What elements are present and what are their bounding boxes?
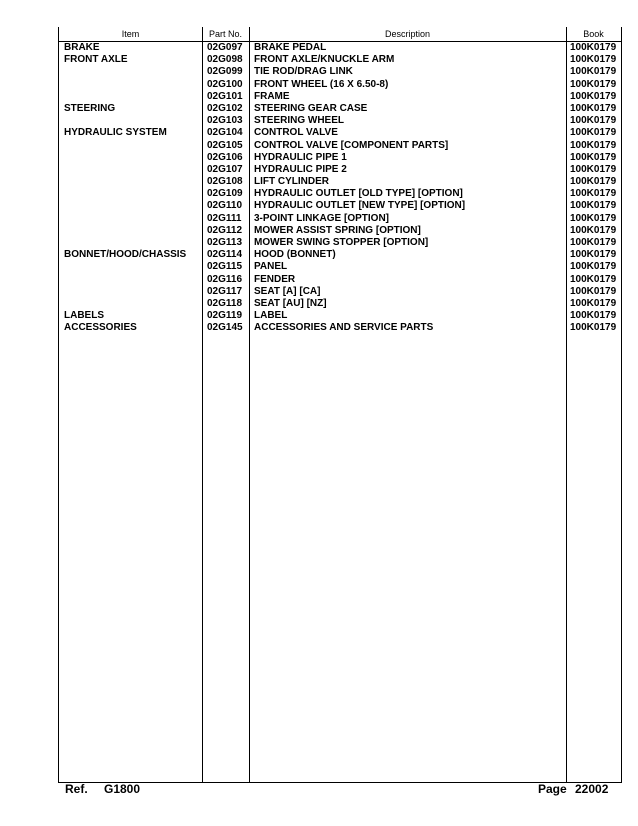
row-book: 100K0179 xyxy=(570,237,617,248)
row-part-no: 02G104 xyxy=(207,127,243,139)
row-book: 100K0179 xyxy=(570,151,617,163)
row-book: 100K0179 xyxy=(570,115,617,127)
row-item: STEERING xyxy=(64,102,116,114)
row-description: MOWER ASSIST SPRING [OPTION] xyxy=(254,224,421,236)
page-number: 22002 xyxy=(575,782,609,796)
table-row xyxy=(59,115,621,127)
row-description: FRAME xyxy=(254,90,290,102)
row-part-no: 02G103 xyxy=(207,115,243,127)
table-row xyxy=(59,79,621,91)
row-part-no: 02G117 xyxy=(207,285,243,297)
row-part-no: 02G110 xyxy=(207,200,243,212)
table-row xyxy=(59,176,621,188)
table-row xyxy=(59,127,621,139)
row-part-no: 02G098 xyxy=(207,54,243,66)
row-description: HOOD (BONNET) xyxy=(254,249,336,261)
row-book: 100K0179 xyxy=(570,102,617,114)
row-part-no: 02G119 xyxy=(207,310,243,322)
row-description: SEAT [A] [CA] xyxy=(254,285,321,297)
table-row xyxy=(59,152,621,164)
row-description: TIE ROD/DRAG LINK xyxy=(254,66,353,78)
table-row xyxy=(59,213,621,225)
row-book: 100K0179 xyxy=(570,127,617,139)
table-row xyxy=(59,237,621,249)
row-description: FRONT AXLE/KNUCKLE ARM xyxy=(254,54,395,66)
row-description: MOWER SWING STOPPER [OPTION] xyxy=(254,237,429,248)
row-description: ACCESSORIES AND SERVICE PARTS xyxy=(254,322,434,334)
row-book: 100K0179 xyxy=(570,188,617,200)
row-book: 100K0179 xyxy=(570,285,617,297)
row-book: 100K0179 xyxy=(570,273,617,285)
row-book: 100K0179 xyxy=(570,90,617,102)
row-book: 100K0179 xyxy=(570,176,617,188)
row-description: LIFT CYLINDER xyxy=(254,176,329,188)
row-book: 100K0179 xyxy=(570,212,617,224)
table-row xyxy=(59,261,621,273)
table-row xyxy=(59,54,621,66)
header-description: Description xyxy=(384,29,431,39)
row-item: LABELS xyxy=(64,310,104,322)
row-part-no: 02G113 xyxy=(207,237,243,248)
table-row xyxy=(59,298,621,310)
row-book: 100K0179 xyxy=(570,78,617,90)
row-part-no: 02G115 xyxy=(207,261,243,273)
row-part-no: 02G102 xyxy=(207,102,243,114)
ref-value: G1800 xyxy=(104,782,141,796)
row-description: CONTROL VALVE xyxy=(254,127,338,139)
row-item: FRONT AXLE xyxy=(64,54,128,66)
row-item: HYDRAULIC SYSTEM xyxy=(64,127,167,139)
row-part-no: 02G107 xyxy=(207,163,243,175)
row-part-no: 02G101 xyxy=(207,90,243,102)
row-description: 3-POINT LINKAGE [OPTION] xyxy=(254,212,389,224)
table-header xyxy=(59,27,621,42)
table-row xyxy=(59,322,621,334)
row-book: 100K0179 xyxy=(570,200,617,212)
row-description: FRONT WHEEL (16 X 6.50-8) xyxy=(254,78,389,90)
header-part-no: Part No. xyxy=(208,29,242,39)
row-description: PANEL xyxy=(254,261,288,273)
row-book: 100K0179 xyxy=(570,322,617,334)
row-description: SEAT [AU] [NZ] xyxy=(254,297,327,309)
table-row xyxy=(59,91,621,103)
table-body xyxy=(59,42,621,335)
header-book: Book xyxy=(583,29,604,39)
row-part-no: 02G111 xyxy=(207,212,242,224)
parts-index-table xyxy=(58,27,622,783)
header-item: Item xyxy=(121,29,140,39)
table-row xyxy=(59,164,621,176)
row-book: 100K0179 xyxy=(570,224,617,236)
ref-label: Ref. xyxy=(65,782,88,796)
row-part-no: 02G109 xyxy=(207,188,243,200)
row-description: BRAKE PEDAL xyxy=(254,42,327,53)
row-part-no: 02G116 xyxy=(207,273,243,285)
row-book: 100K0179 xyxy=(570,261,617,273)
row-description: STEERING WHEEL xyxy=(254,115,345,127)
row-part-no: 02G106 xyxy=(207,151,243,163)
row-description: HYDRAULIC PIPE 1 xyxy=(254,151,347,163)
row-part-no: 02G112 xyxy=(207,224,243,236)
table-row xyxy=(59,249,621,261)
table-row xyxy=(59,200,621,212)
table-row xyxy=(59,225,621,237)
row-part-no: 02G145 xyxy=(207,322,243,334)
row-book: 100K0179 xyxy=(570,54,617,66)
row-book: 100K0179 xyxy=(570,42,617,53)
table-row xyxy=(59,286,621,298)
row-description: HYDRAULIC OUTLET [NEW TYPE] [OPTION] xyxy=(254,200,466,212)
table-row xyxy=(59,274,621,286)
row-description: HYDRAULIC OUTLET [OLD TYPE] [OPTION] xyxy=(254,188,463,200)
table-row xyxy=(59,188,621,200)
row-part-no: 02G099 xyxy=(207,66,243,78)
page-label: Page xyxy=(538,782,567,796)
row-description: LABEL xyxy=(254,310,288,322)
table-row xyxy=(59,42,621,54)
table-row xyxy=(59,103,621,115)
row-item: BRAKE xyxy=(64,42,100,53)
row-part-no: 02G108 xyxy=(207,176,243,188)
row-book: 100K0179 xyxy=(570,139,617,151)
row-description: STEERING GEAR CASE xyxy=(254,102,368,114)
row-book: 100K0179 xyxy=(570,163,617,175)
row-description: CONTROL VALVE [COMPONENT PARTS] xyxy=(254,139,449,151)
row-book: 100K0179 xyxy=(570,66,617,78)
row-book: 100K0179 xyxy=(570,249,617,261)
table-row xyxy=(59,66,621,78)
row-item: ACCESSORIES xyxy=(64,322,137,334)
row-book: 100K0179 xyxy=(570,310,617,322)
table-row xyxy=(59,310,621,322)
row-description: HYDRAULIC PIPE 2 xyxy=(254,163,347,175)
row-part-no: 02G100 xyxy=(207,78,243,90)
row-part-no: 02G114 xyxy=(207,249,243,261)
row-part-no: 02G118 xyxy=(207,297,243,309)
row-part-no: 02G097 xyxy=(207,42,243,53)
row-book: 100K0179 xyxy=(570,297,617,309)
row-item: BONNET/HOOD/CHASSIS xyxy=(64,249,187,261)
row-part-no: 02G105 xyxy=(207,139,243,151)
row-description: FENDER xyxy=(254,273,296,285)
table-row xyxy=(59,140,621,152)
